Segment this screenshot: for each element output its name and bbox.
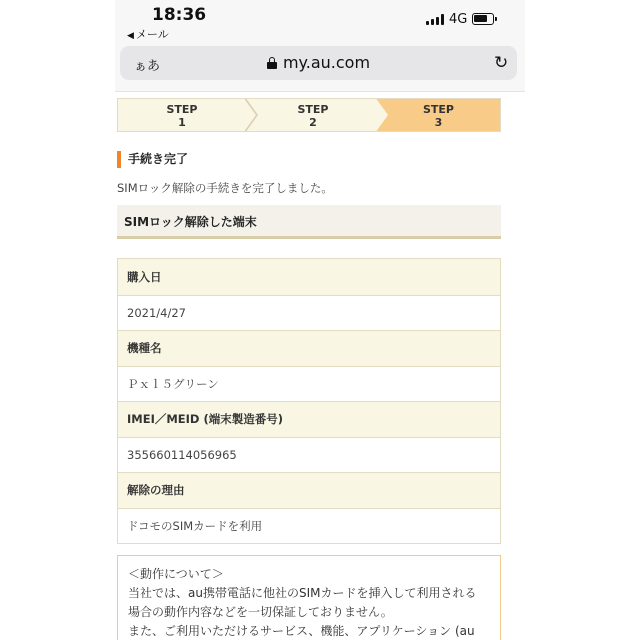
address-bar[interactable]	[120, 46, 517, 80]
reload-icon[interactable]: ↻	[494, 53, 509, 73]
back-to-mail-link[interactable]	[127, 26, 169, 42]
unlock-reason-label: 解除の理由	[118, 472, 500, 508]
browser-chrome	[115, 0, 525, 92]
model-name-value: Ｐｘｌ５グリーン	[118, 366, 500, 402]
step-3-label: STEP	[422, 103, 454, 116]
notice-heading: ＜動作について＞	[128, 567, 224, 581]
device-detail-table	[117, 258, 501, 544]
lock-icon	[267, 57, 277, 69]
phone-screen	[115, 0, 525, 640]
back-label: メール	[135, 28, 169, 41]
url-display[interactable]	[120, 53, 517, 72]
step-indicator	[117, 98, 501, 132]
notice-line: 場合の動作内容などを一切保証しておりません。	[128, 605, 393, 619]
purchase-date-label: 購入日	[118, 259, 500, 295]
unlock-reason-value: ドコモのSIMカードを利用	[118, 508, 500, 544]
network-type: 4G	[449, 12, 468, 27]
battery-icon	[472, 13, 494, 25]
imei-value: 355660114056965	[118, 437, 500, 473]
url-text: my.au.com	[282, 53, 371, 72]
step-separator	[375, 98, 388, 132]
operation-notice	[117, 555, 501, 640]
step-2-label: STEP	[297, 103, 329, 116]
step-2-number: 2	[309, 116, 317, 129]
model-name-label: 機種名	[118, 330, 500, 366]
notice-line: 当社では、au携帯電話に他社のSIMカードを挿入して利用される	[128, 586, 477, 600]
device-heading: SIMロック解除した端末	[117, 205, 501, 239]
notice-line: また、ご利用いただけるサービス、機能、アプリケーション (au	[128, 624, 475, 638]
step-1	[118, 99, 246, 131]
signal-icon	[426, 14, 444, 25]
step-1-label: STEP	[166, 103, 198, 116]
back-triangle-icon: ◀	[127, 31, 134, 41]
completion-message: SIMロック解除の手続きを完了しました。	[117, 181, 333, 195]
status-time: 18:36	[152, 5, 207, 25]
imei-label: IMEI／MEID (端末製造番号)	[118, 401, 500, 437]
purchase-date-value: 2021/4/27	[118, 295, 500, 331]
step-1-number: 1	[178, 116, 186, 129]
step-3-number: 3	[434, 116, 443, 129]
step-3	[375, 99, 501, 131]
text-size-button[interactable]: ぁあ	[134, 59, 161, 74]
section-title: 手続き完了	[117, 151, 188, 168]
step-2	[251, 99, 375, 131]
